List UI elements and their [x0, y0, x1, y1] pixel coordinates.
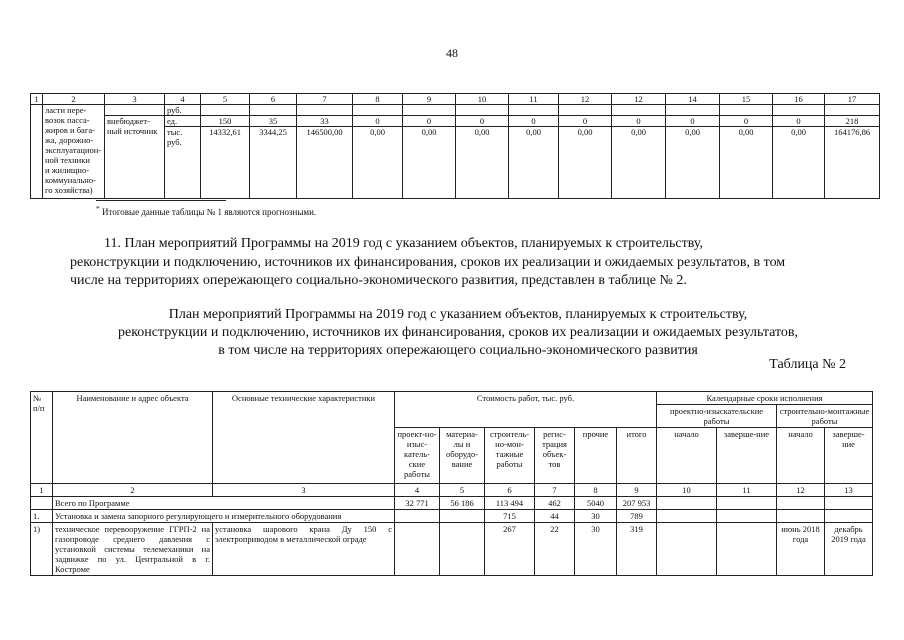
footnote-text: Итоговые данные таблицы № 1 являются прогнозными.	[102, 207, 317, 217]
t2-header-cost-col: регис-трация объек-тов	[535, 428, 575, 484]
t2-colnum: 8	[575, 484, 617, 497]
t1-colnum: 15	[720, 94, 773, 105]
t2-header-num: № п/п	[31, 392, 53, 484]
table-1-row-units	[31, 116, 880, 127]
t1-unit: ед.	[165, 116, 201, 127]
title-line: План мероприятий Программы на 2019 год с указанием объектов, планируемых к строительству,	[168, 307, 748, 322]
name-line: возок пасса-	[45, 115, 90, 125]
t1-sum: 0,00	[559, 127, 612, 199]
t1-sum: 0,00	[403, 127, 456, 199]
t1-count: 0	[403, 116, 456, 127]
t2-total-value: 462	[535, 497, 575, 510]
t1-colnum: 9	[403, 94, 456, 105]
paragraph-line: 11. План мероприятий Программы на 2019 год с указанием объектов, планируемых к строительству,	[104, 236, 703, 251]
t1-colnum: 17	[825, 94, 880, 105]
t2-item-end: декабрь 2019 года	[825, 523, 873, 576]
t2-item-value: 319	[617, 523, 657, 576]
name-line: ной техники	[45, 155, 90, 165]
t1-colnum: 6	[250, 94, 297, 105]
t2-section-num: 1.	[31, 510, 53, 523]
t1-count: 0	[559, 116, 612, 127]
t1-row-name	[43, 105, 105, 199]
section-paragraph	[70, 235, 848, 291]
t1-sum: 0,00	[456, 127, 509, 199]
t2-colnum: 2	[53, 484, 213, 497]
t2-item-start: июнь 2018 года	[777, 523, 825, 576]
t1-count: 35	[250, 116, 297, 127]
t2-colnum: 11	[717, 484, 777, 497]
name-line: коммунально-	[45, 175, 96, 185]
t1-sum: 146500,00	[297, 127, 353, 199]
t2-colnum: 5	[440, 484, 485, 497]
t1-colnum: 4	[165, 94, 201, 105]
t1-count: 0	[353, 116, 403, 127]
source-line: ный источник	[107, 126, 158, 136]
t2-total-value: 32 771	[395, 497, 440, 510]
footnote-marker: *	[96, 204, 100, 213]
paragraph-line: реконструкции и подключению, источников их финансирования, сроков их реализации и ожидаемых результатов, в том	[70, 254, 786, 270]
t2-header-cost-col: прочие	[575, 428, 617, 484]
t2-item-value: 30	[575, 523, 617, 576]
source-line: внебюджет-	[107, 116, 150, 126]
name-line: ласти пере-	[45, 105, 87, 115]
paragraph-line: числе на территориях опережающего социально-экономического развития, представлен в таблице № 2.	[70, 273, 687, 288]
t1-colnum: 11	[509, 94, 559, 105]
t2-colnum: 10	[657, 484, 717, 497]
t1-count: 33	[297, 116, 353, 127]
t2-item-characteristics: установка шарового крана Ду 150 с электроприводом в металлической ограде	[213, 523, 395, 576]
name-line: эксплуатацион-	[45, 145, 102, 155]
t1-source	[105, 116, 165, 199]
name-line: жа, дорожно-	[45, 135, 94, 145]
t2-header-row-1	[31, 392, 873, 405]
t2-column-numbers	[31, 484, 873, 497]
t1-sum: 0,00	[773, 127, 825, 199]
t1-count: 0	[612, 116, 666, 127]
t2-header-cost-col: итого	[617, 428, 657, 484]
t2-colnum: 4	[395, 484, 440, 497]
t2-colnum: 13	[825, 484, 873, 497]
t1-sum: 0,00	[509, 127, 559, 199]
t2-section-label: Установка и замена запорного регулирующего и измерительного оборудования	[53, 510, 395, 523]
t2-header-cost-col: строитель-но-мон-тажные работы	[485, 428, 535, 484]
t1-count: 0	[509, 116, 559, 127]
t2-header-name: Наименование и адрес объекта	[53, 392, 213, 484]
t2-section-row	[31, 510, 873, 523]
t1-count: 0	[720, 116, 773, 127]
footnote	[96, 204, 316, 217]
table-2-label: Таблица № 2	[769, 357, 846, 372]
t1-colnum: 1	[31, 94, 43, 105]
t2-header-schedule-col: заверше-ние	[825, 428, 873, 484]
t2-header-schedule-col: заверше-ние	[717, 428, 777, 484]
t2-item-value: 22	[535, 523, 575, 576]
table-2	[30, 391, 873, 576]
t2-total-value: 5040	[575, 497, 617, 510]
t2-header-cost-col: проект-но-изыс-катель-ские работы	[395, 428, 440, 484]
t2-section-value: 30	[575, 510, 617, 523]
t2-header-schedule: Календарные сроки исполнения	[657, 392, 873, 405]
t1-count: 0	[666, 116, 720, 127]
t1-sum: 3344,25	[250, 127, 297, 199]
t1-colnum: 8	[353, 94, 403, 105]
name-line: и жилищно-	[45, 165, 90, 175]
t1-sum: 0,00	[666, 127, 720, 199]
t2-section-value: 789	[617, 510, 657, 523]
t2-total-label: Всего по Программе	[53, 497, 395, 510]
t1-colnum: 14	[666, 94, 720, 105]
t2-header-cost-col: материа-лы и оборудо-вание	[440, 428, 485, 484]
t2-item-name: техническое перевооружение ГГРП-2 на газопроводе среднего давления с установкой системы телемеханики на задвижке по ул. Центральной в г. Костроме	[53, 523, 213, 576]
table-2-title	[60, 306, 856, 360]
t2-total-value: 113 494	[485, 497, 535, 510]
t1-colnum: 5	[201, 94, 250, 105]
t2-colnum: 1	[31, 484, 53, 497]
t1-colnum: 12	[559, 94, 612, 105]
name-line: го хозяйства)	[45, 185, 93, 195]
t2-colnum: 12	[777, 484, 825, 497]
title-line: реконструкции и подключению, источников их финансирования, сроков их реализации и ожидаемых результатов,	[117, 325, 799, 340]
table-1-row-rub	[31, 105, 880, 116]
t2-colnum: 6	[485, 484, 535, 497]
t1-count: 0	[773, 116, 825, 127]
t2-colnum: 7	[535, 484, 575, 497]
t1-colnum: 10	[456, 94, 509, 105]
t1-sum: 14332,61	[201, 127, 250, 199]
t2-header-cost: Стоимость работ, тыс. руб.	[395, 392, 657, 428]
t2-item-value: 267	[485, 523, 535, 576]
t2-item-row	[31, 523, 873, 576]
t1-count: 0	[456, 116, 509, 127]
page-number: 48	[446, 46, 458, 60]
t1-sum: 0,00	[353, 127, 403, 199]
t2-header-design: проектно-изыскательские работы	[657, 405, 777, 428]
table-1-continuation	[30, 93, 880, 199]
t1-sum: 0,00	[612, 127, 666, 199]
t2-total-row	[31, 497, 873, 510]
t1-colnum: 7	[297, 94, 353, 105]
name-line: жиров и бага-	[45, 125, 95, 135]
t1-count: 150	[201, 116, 250, 127]
title-line: в том числе на территориях опережающего социально-экономического развития	[218, 343, 698, 358]
t1-colnum: 16	[773, 94, 825, 105]
t1-unit: руб.	[165, 105, 201, 116]
t1-sum: 0,00	[720, 127, 773, 199]
t2-header-schedule-col: начало	[777, 428, 825, 484]
unit-line: тыс.	[167, 127, 183, 137]
t2-colnum: 3	[213, 484, 395, 497]
t2-colnum: 9	[617, 484, 657, 497]
t2-total-value: 56 186	[440, 497, 485, 510]
t2-section-value: 44	[535, 510, 575, 523]
unit-line: руб.	[167, 137, 182, 147]
t2-header-characteristics: Основные технические характеристики	[213, 392, 395, 484]
t2-header-schedule-col: начало	[657, 428, 717, 484]
footnote-separator	[96, 200, 226, 201]
t1-colnum: 3	[105, 94, 165, 105]
t2-total-value: 207 953	[617, 497, 657, 510]
t1-count: 218	[825, 116, 880, 127]
t2-header-construction: строительно-монтажные работы	[777, 405, 873, 428]
t1-sum: 164176,86	[825, 127, 880, 199]
t2-section-value: 715	[485, 510, 535, 523]
t1-colnum: 2	[43, 94, 105, 105]
table-1-column-numbers	[31, 94, 880, 105]
t1-colnum: 12	[612, 94, 666, 105]
t2-item-num: 1)	[31, 523, 53, 576]
t1-unit	[165, 127, 201, 199]
